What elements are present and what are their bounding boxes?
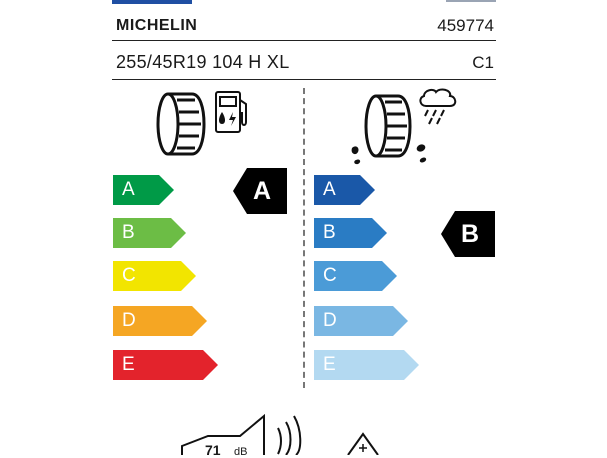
brand-name: MICHELIN: [116, 17, 198, 34]
wet-grade-b-bar: [314, 218, 387, 248]
fuel-grade-a-bar: [113, 175, 174, 205]
noise-unit: dB: [234, 446, 248, 458]
fuel-grade-d-bar: [113, 306, 207, 336]
wet-grade-d-label: D: [323, 310, 337, 331]
wet-grade-e-label: E: [323, 354, 336, 375]
top-strip-accent: [112, 0, 192, 4]
wet-grade-b-label: B: [323, 222, 336, 243]
fuel-grade-b-bar: [113, 218, 186, 248]
tyre-size: 255/45R19 104 H XL: [116, 52, 290, 72]
fuel-grade-e-label: E: [122, 354, 135, 375]
wet-grip-icon: [348, 88, 466, 168]
header-divider-2: [112, 79, 496, 80]
fuel-grade-e-bar: [113, 350, 218, 380]
mountain-snowflake-icon: [346, 432, 380, 455]
noise-value: 71: [205, 442, 221, 458]
fuel-grade-b-label: B: [122, 222, 135, 243]
wet-rating-indicator: [441, 211, 495, 257]
fuel-efficiency-icon: [156, 88, 252, 160]
wet-grade-c-bar: [314, 261, 397, 291]
top-strip: [112, 0, 496, 4]
top-strip-tail: [446, 0, 496, 2]
tyre-class: C1: [472, 53, 494, 72]
wet-grade-e-bar: [314, 350, 419, 380]
fuel-grade-d-label: D: [122, 310, 136, 331]
fuel-grade-a-label: A: [122, 179, 135, 200]
wet-grade-a-bar: [314, 175, 375, 205]
wet-rating-label: B: [461, 220, 480, 248]
wet-grade-a-label: A: [323, 179, 336, 200]
fuel-grade-c-label: C: [122, 265, 136, 286]
wet-grade-c-label: C: [323, 265, 337, 286]
header-divider-1: [112, 40, 496, 41]
fuel-rating-indicator: [233, 168, 287, 214]
fuel-rating-label: A: [253, 177, 272, 205]
article-code: 459774: [437, 16, 494, 35]
fuel-grade-c-bar: [113, 261, 196, 291]
wet-grade-d-bar: [314, 306, 408, 336]
section-divider: [303, 88, 305, 388]
